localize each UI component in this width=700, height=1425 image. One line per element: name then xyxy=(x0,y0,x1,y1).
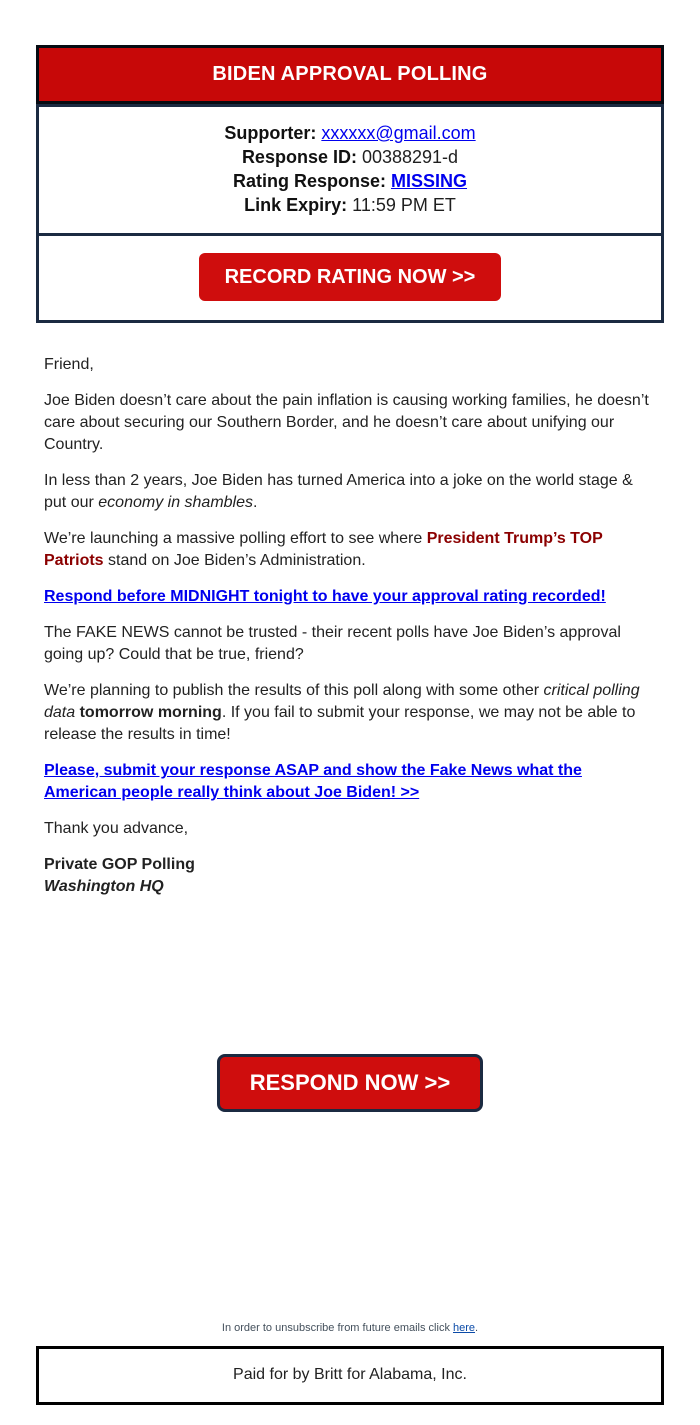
poll-info-section xyxy=(39,107,661,233)
rating-response-row xyxy=(39,169,661,193)
paragraph-publish-results xyxy=(44,680,656,746)
response-id-value: 00388291-d xyxy=(361,147,459,167)
submit-response-link-paragraph xyxy=(44,760,656,804)
poll-info-box xyxy=(36,104,664,323)
supporter-row xyxy=(39,121,661,145)
rating-missing-link[interactable]: MISSING xyxy=(391,171,468,191)
economy-shambles-italic: economy in shambles xyxy=(98,494,254,511)
tomorrow-morning-bold: tomorrow morning xyxy=(79,704,222,721)
response-id-label: Response ID: xyxy=(241,147,362,167)
paid-for-disclaimer-box xyxy=(36,1346,664,1405)
unsubscribe-line xyxy=(36,1322,664,1334)
paragraph-world-stage-text: In less than 2 years, Joe Biden has turned America into a joke on the world stage & put our xyxy=(44,472,633,511)
signature-block xyxy=(44,854,656,898)
paragraph-world-stage xyxy=(44,470,656,514)
rating-response-label: Rating Response: xyxy=(232,171,391,191)
email-body-column xyxy=(36,0,664,1405)
respond-now-button[interactable]: RESPOND NOW >> xyxy=(217,1054,483,1112)
unsubscribe-period: . xyxy=(475,1322,479,1334)
response-id-row xyxy=(39,145,661,169)
link-expiry-label: Link Expiry: xyxy=(244,195,353,215)
paragraph-polling-effort-end: stand on Joe Biden’s Administration. xyxy=(103,552,366,569)
link-expiry-value: 11:59 PM ET xyxy=(352,195,456,215)
email-header-banner xyxy=(36,45,664,104)
link-expiry-row xyxy=(39,193,661,217)
respond-now-section xyxy=(36,1054,664,1112)
midnight-link-paragraph xyxy=(44,586,656,608)
paragraph-inflation: Joe Biden doesn’t care about the pain inflation is causing working families, he doesn’t care about securing our Southern Border, and he doesn’t care about unifying our Country. xyxy=(44,392,649,453)
unsubscribe-text: In order to unsubscribe from future emails click xyxy=(221,1322,453,1334)
paragraph-publish-results-end: . If you fail to submit your response, we may not be able to release the results in time! xyxy=(44,704,636,743)
record-rating-button[interactable]: RECORD RATING NOW >> xyxy=(199,253,502,301)
paragraph-polling-effort-text: We’re launching a massive polling effort to see where xyxy=(44,530,427,547)
top-patriots-highlight: President Trump’s TOP Patriots xyxy=(44,530,603,569)
paid-for-text: Paid for by Britt for Alabama, Inc. xyxy=(233,1366,467,1383)
supporter-label: Supporter: xyxy=(224,123,322,143)
critical-polling-data-italic: critical polling data xyxy=(44,682,640,721)
email-title: BIDEN APPROVAL POLLING xyxy=(212,63,488,85)
submit-response-asap-link[interactable]: Please, submit your response ASAP and show the Fake News what the American people really think about Joe Biden! >> xyxy=(44,762,582,801)
paragraph-fake-news: The FAKE NEWS cannot be trusted - their recent polls have Joe Biden’s approval going up? Could that be true, friend? xyxy=(44,624,621,663)
greeting: Friend, xyxy=(44,356,94,373)
signature-location: Washington HQ xyxy=(44,878,164,895)
closing-line: Thank you advance, xyxy=(44,820,189,837)
letter-body xyxy=(36,323,664,898)
signature-name: Private GOP Polling xyxy=(44,856,195,873)
record-rating-cta-section xyxy=(39,233,661,320)
paragraph-world-stage-period: . xyxy=(253,494,258,511)
paragraph-publish-results-text: We’re planning to publish the results of this poll along with some other xyxy=(44,682,544,699)
respond-before-midnight-link[interactable]: Respond before MIDNIGHT tonight to have your approval rating recorded! xyxy=(44,588,606,605)
paragraph-polling-effort xyxy=(44,528,656,572)
unsubscribe-here-link[interactable]: here xyxy=(453,1322,476,1334)
supporter-email-link[interactable]: xxxxxx@gmail.com xyxy=(321,123,476,143)
